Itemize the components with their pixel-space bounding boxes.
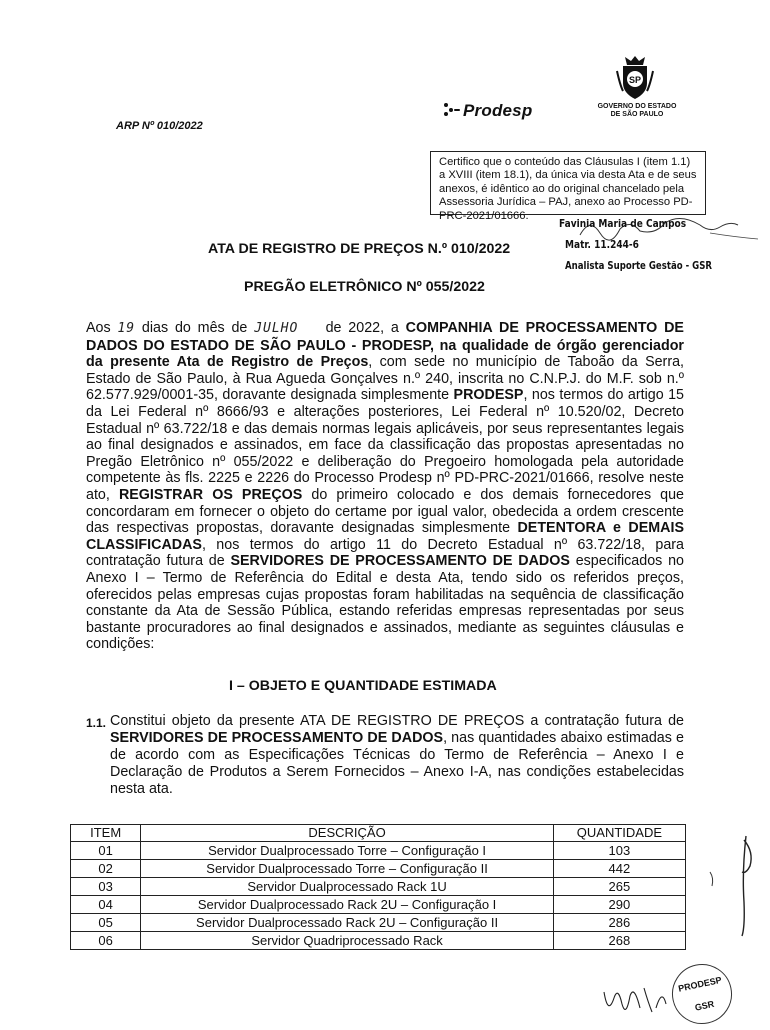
handwritten-day: 19 [117, 321, 136, 336]
cell-quantity: 290 [553, 896, 685, 914]
prodesp-dots-icon [444, 103, 460, 117]
cell-quantity: 442 [553, 860, 685, 878]
margin-initial-scribble-icon [706, 832, 756, 942]
handwritten-month: JULHO [254, 321, 299, 336]
cell-description: Servidor Dualprocessado Rack 2U – Configuração I [141, 896, 553, 914]
header-item: ITEM [71, 825, 141, 842]
gov-line-2: DE SÃO PAULO [610, 111, 664, 118]
cell-quantity: 265 [553, 878, 685, 896]
clause-text [110, 713, 684, 798]
cell-description: Servidor Dualprocessado Torre – Configuração I [141, 842, 553, 860]
cell-quantity: 286 [553, 914, 685, 932]
cell-item: 04 [71, 896, 141, 914]
preamble-bold: SERVIDORES DE PROCESSAMENTO DE DADOS [230, 553, 570, 570]
table-row [71, 878, 686, 896]
header-description: DESCRIÇÃO [141, 825, 553, 842]
preamble-bold: REGISTRAR OS PREÇOS [118, 486, 303, 503]
clause-text-part: Constitui objeto da presente ATA DE REGISTRO DE PREÇOS a contratação futura de [110, 713, 684, 729]
preamble-text: especificados no Anexo I – Termo de Referência do Edital e desta Ata, tendo sido os referidos preços, oferecidos pelas empresas cujas propostas foram habilitadas na sequência de classificação constante da Ata de Sessão Pública, estando referidas empresas representadas por seus bastante procuradores ao final designados e assinados, mediante as seguintes cláusulas e condições: [86, 553, 684, 653]
cell-item: 03 [71, 878, 141, 896]
preamble-text: do primeiro colocado e dos demais fornecedores que concordaram em fornecer o objeto do certame por igual valor, obedecida a ordem crescente das respectivas propostas, doravante designadas simplesmente [86, 486, 685, 537]
preamble-bold: DETENTORA e DEMAIS CLASSIFICADAS [86, 520, 684, 553]
preamble-text: de 2022, a [325, 320, 399, 336]
cell-item: 01 [71, 842, 141, 860]
clause-bold: SERVIDORES DE PROCESSAMENTO DE DADOS [110, 730, 444, 746]
table-header-row [71, 825, 686, 842]
prodesp-logo-text: Prodesp [463, 101, 533, 120]
preamble-text: Aos [86, 320, 111, 336]
table-row [71, 860, 686, 878]
gov-line-1: GOVERNO DO ESTADO [597, 103, 677, 110]
seal-text: SP [628, 75, 642, 85]
arp-number: ARP Nº 010/2022 [116, 120, 203, 132]
round-stamp-text: PRODESP GSR [677, 974, 723, 1013]
cell-description: Servidor Dualprocessado Torre – Configuração II [141, 860, 553, 878]
preamble-text: , com sede no município de Taboão da Serra, Estado de São Paulo, à Rua Agueda Gonçalves n.º 240, inscrita no C.N.P.J. do M.F. sob n.º 62.577.929/0001-35, doravante designada simplesmente [86, 354, 684, 404]
cell-item: 06 [71, 932, 141, 950]
document-title: ATA DE REGISTRO DE PREÇOS N.º 010/2022 [208, 241, 511, 257]
preamble-text: , nos termos do artigo 15 da Lei Federal nº 8666/93 e alterações posteriores, Lei Federal nº 10.520/02, Decreto Estadual nº 63.722/18 e das demais normas legais aplicáveis, por seus representantes legais ao final designados e assinados, em face da classificação das propostas apresentadas no Pregão Eletrônico nº 055/2022 e deliberação do Pregoeiro homologada pela autoridade competente às fls. 2225 e 2226 do Processo Prodesp nº PD-PRC-2021/01666, resolve neste ato, [86, 387, 684, 503]
cell-quantity: 103 [553, 842, 685, 860]
stamp-name: Favinia Maria de Campos [559, 217, 687, 230]
cell-quantity: 268 [553, 932, 685, 950]
stamp-matricula: Matr. 11.244-6 [565, 238, 639, 251]
preamble-text: dias do mês de [141, 320, 248, 336]
cell-description: Servidor Dualprocessado Rack 2U – Configuração II [141, 914, 553, 932]
preamble-bold: PRODESP [453, 387, 524, 404]
clause-text-part: , nas quantidades abaixo estimadas e de acordo com as Especificações Técnicas do Termo de Referência – Anexo I e Declaração de Produtos a Serem Fornecidos – Anexo I-A, nas condições estabelecidas nesta ata. [110, 730, 684, 797]
table-row [71, 842, 686, 860]
table-row [71, 932, 686, 950]
cell-description: Servidor Dualprocessado Rack 1U [141, 878, 553, 896]
table-row [71, 896, 686, 914]
items-table [70, 824, 686, 950]
preamble-text: , nos termos do artigo 11 do Decreto Estadual nº 63.722/18, para contratação futura de [86, 536, 684, 570]
clause-number: 1.1. [86, 716, 107, 730]
preamble-paragraph [86, 320, 684, 653]
stamp-role: Analista Suporte Gestão - GSR [565, 259, 712, 272]
cell-item: 02 [71, 860, 141, 878]
cell-description: Servidor Quadriprocessado Rack [141, 932, 553, 950]
table-row [71, 914, 686, 932]
government-label [582, 103, 692, 119]
section-heading: I – OBJETO E QUANTIDADE ESTIMADA [229, 678, 497, 694]
sao-paulo-coat-of-arms-icon [615, 55, 655, 101]
preamble-bold: COMPANHIA DE PROCESSAMENTO DE DADOS DO ESTADO DE SÃO PAULO - PRODESP, na qualidade de órgão gerenciador da presente Ata de Registro de Preços [86, 320, 684, 371]
prodesp-logo [444, 101, 532, 121]
cell-item: 05 [71, 914, 141, 932]
header-quantity: QUANTIDADE [553, 825, 685, 842]
document-subtitle: PREGÃO ELETRÔNICO Nº 055/2022 [244, 279, 485, 295]
certificate-box: Certifico que o conteúdo das Cláusulas I (item 1.1) a XVIII (item 18.1), da única via desta Ata e de seus anexos, é idêntico ao do original chancelado pela Assessoria Jurídica – PAJ, anexo ao Processo PD-PRC-2021/01666. [430, 151, 706, 215]
